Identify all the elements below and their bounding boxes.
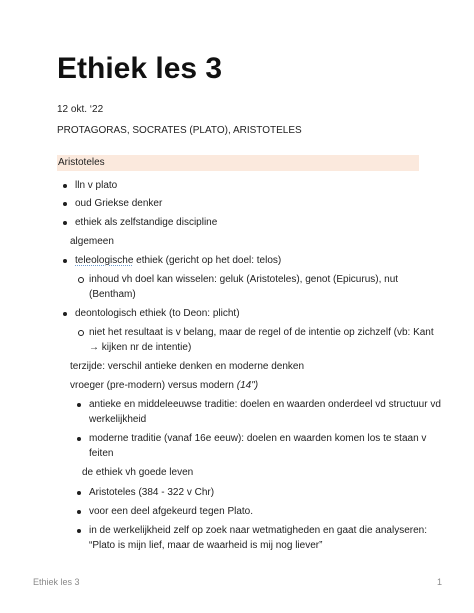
list-item: ethiek als zelfstandige discipline — [75, 217, 218, 228]
list-item: Aristoteles (384 - 322 v Chr) — [89, 487, 215, 498]
footer-title: Ethiek les 3 — [33, 577, 80, 587]
sub-list-item: niet het resultaat is v belang, maar de regel of de intentie op zichzelf (vb: Kant — [89, 327, 434, 338]
page-number: 1 — [437, 577, 443, 587]
list-item-continuation: “Plato is mijn lief, maar de waarheid is mij nog liever” — [89, 540, 323, 551]
date-line: 12 okt. ‘22 — [57, 104, 104, 115]
sub-list-item-continuation: (Bentham) — [89, 289, 136, 300]
paragraph: terzijde: verschil antieke denken en moderne denken — [70, 361, 305, 372]
list-item: teleologische ethiek (gericht op het doel: telos) — [75, 255, 282, 266]
list-item-continuation: werkelijkheid — [89, 414, 147, 425]
paragraph: algemeen — [70, 236, 114, 247]
list-item-continuation: feiten — [89, 448, 114, 459]
sub-list-item: inhoud vh doel kan wisselen: geluk (Aristoteles), genot (Epicurus), nut — [89, 274, 399, 285]
topics-line: PROTAGORAS, SOCRATES (PLATO), ARISTOTELES — [57, 125, 302, 136]
paragraph: vroeger (pre-modern) versus modern (14") — [70, 380, 259, 391]
list-item: voor een deel afgekeurd tegen Plato. — [89, 506, 254, 517]
list-item: antieke en middeleeuwse traditie: doelen en waarden onderdeel vd structuur vd — [89, 399, 441, 410]
page-title: Ethiek les 3 — [57, 52, 223, 85]
section-heading: Aristoteles — [57, 155, 419, 171]
paragraph: de ethiek vh goede leven — [82, 467, 194, 478]
list-item: in de werkelijkheid zelf op zoek naar wetmatigheden en gaat die analyseren: — [89, 525, 427, 536]
list-item: lln v plato — [75, 180, 118, 191]
underlined-term: teleologische — [75, 255, 134, 266]
list-item: oud Griekse denker — [75, 198, 163, 209]
list-item: moderne traditie (vanaf 16e eeuw): doelen en waarden komen los te staan v — [89, 433, 427, 444]
sub-list-item-continuation: → kijken nr de intentie) — [89, 342, 192, 353]
list-item: deontologisch ethiek (to Deon: plicht) — [75, 308, 240, 319]
